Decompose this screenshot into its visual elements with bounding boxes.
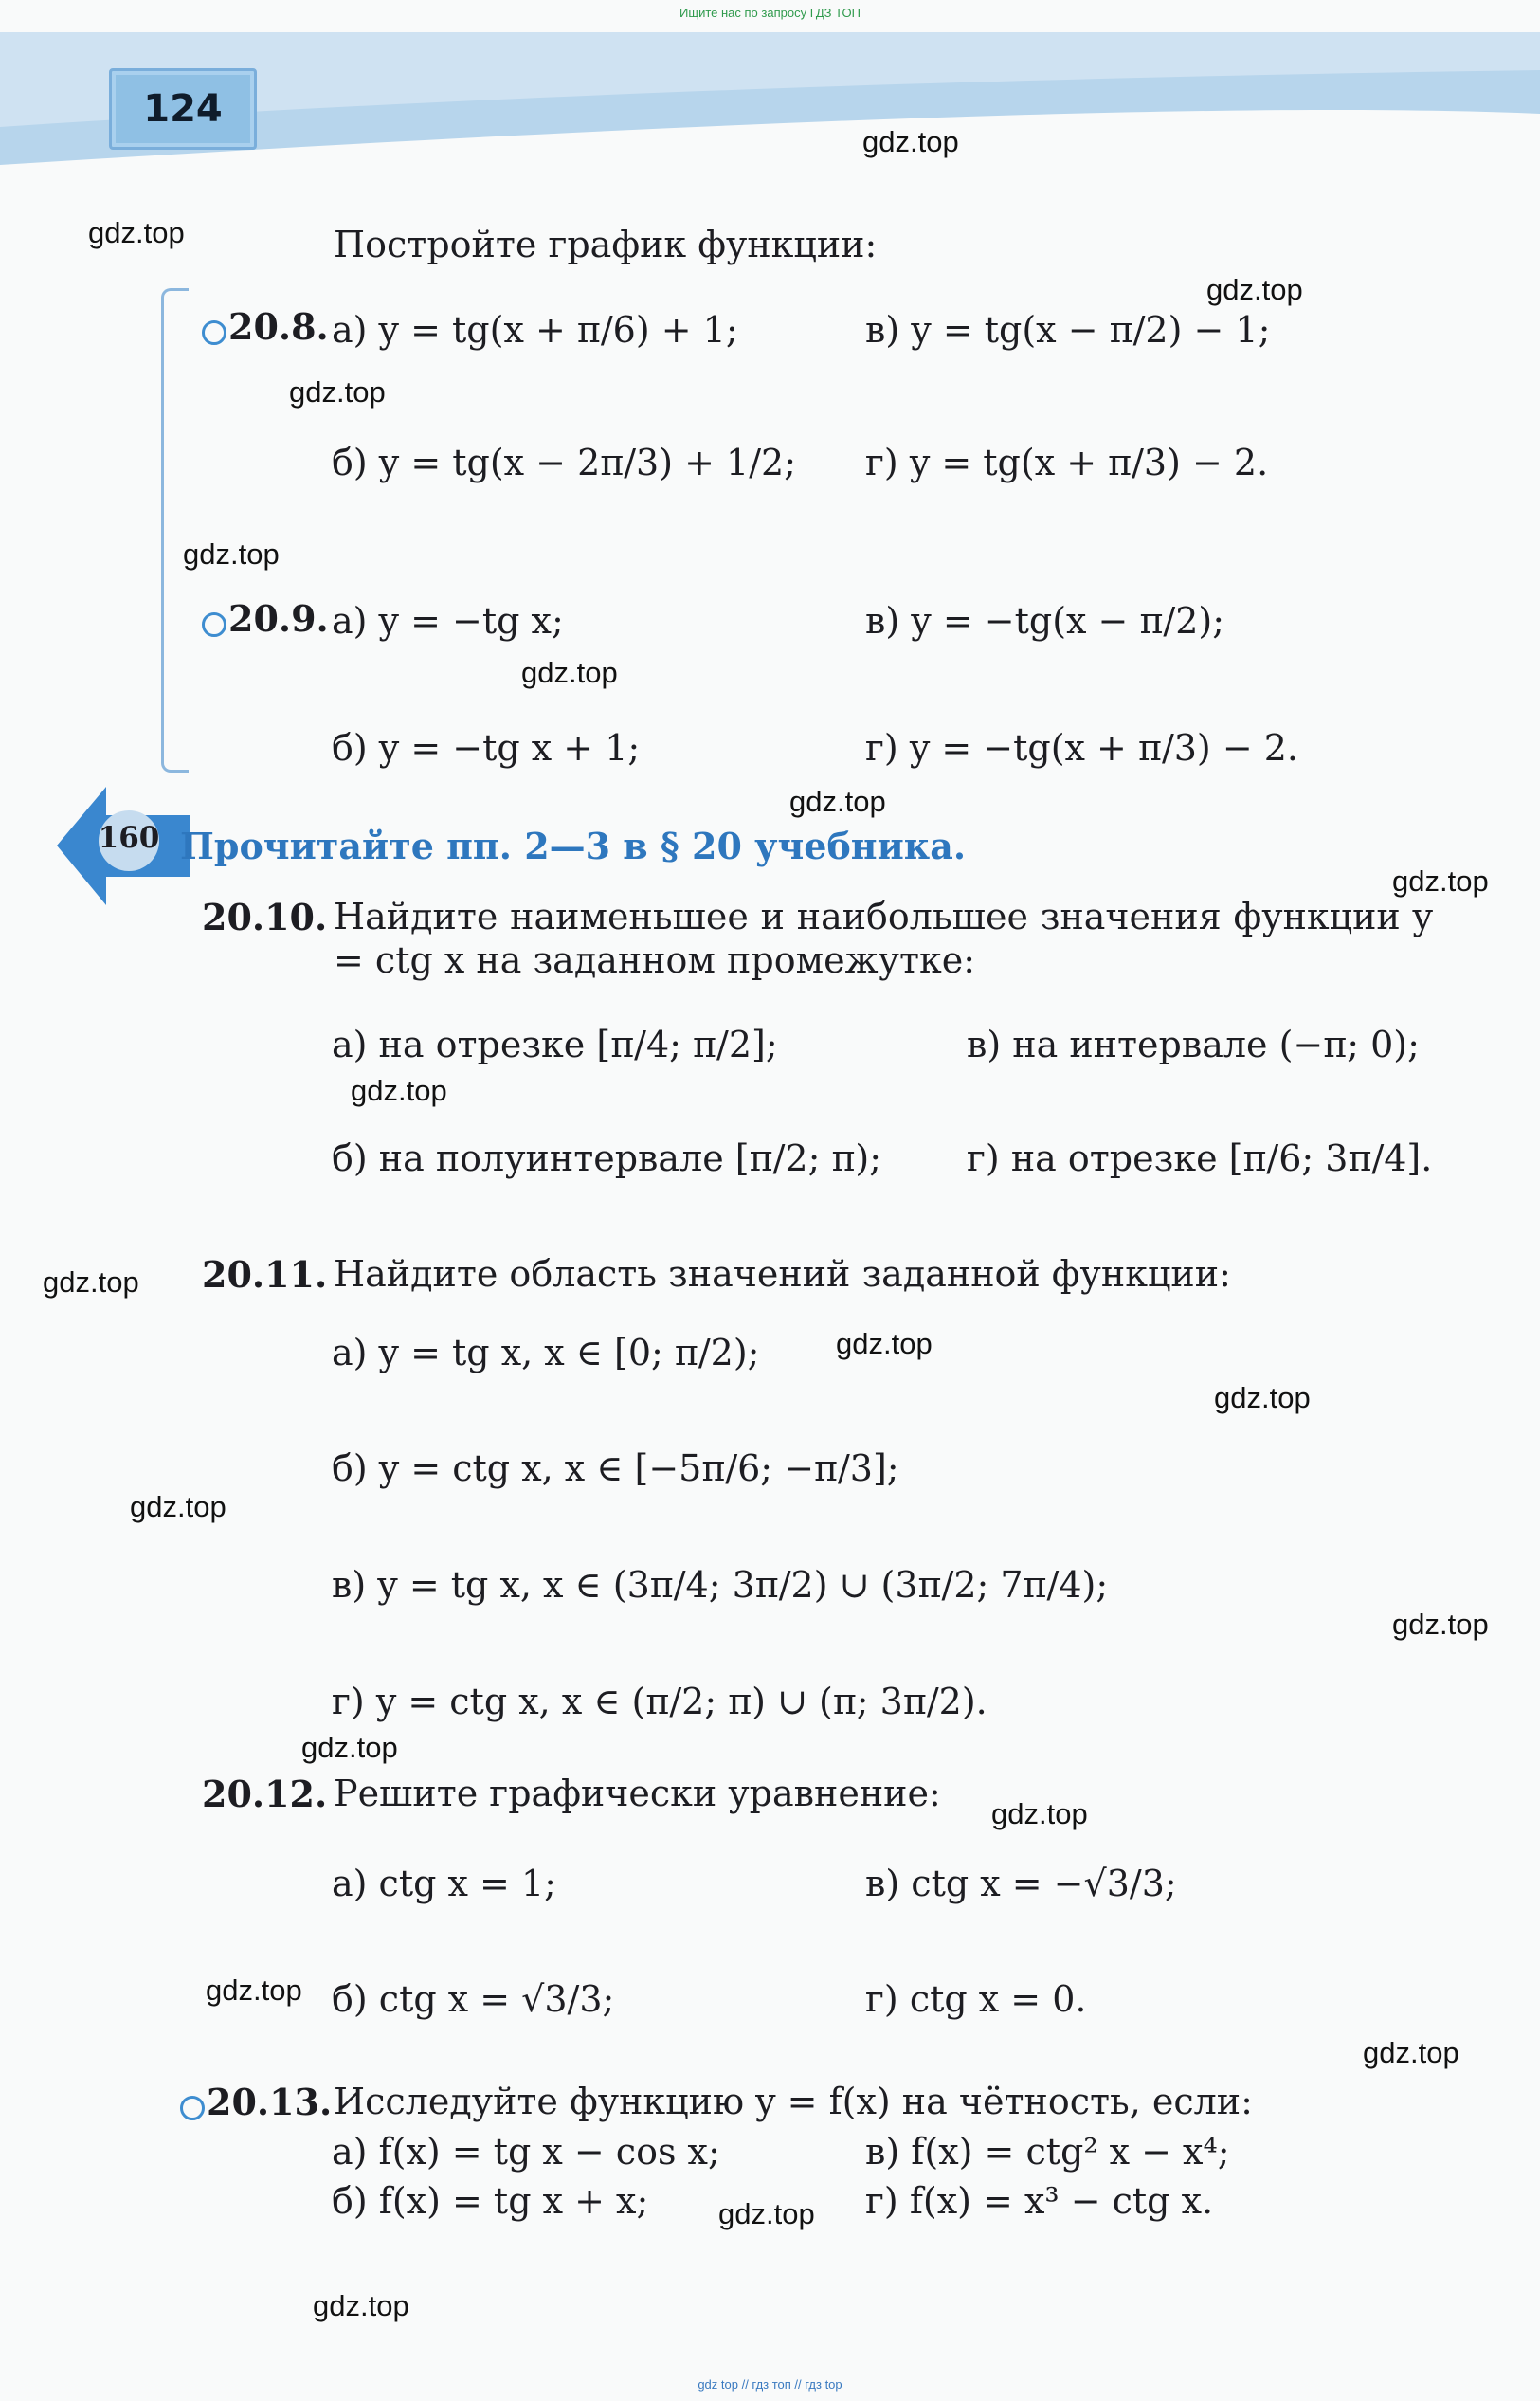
watermark: gdz.top: [351, 1074, 447, 1107]
task-20-12-number: 20.12.: [202, 1773, 328, 1815]
task-20-11-number: 20.11.: [202, 1253, 328, 1296]
watermark: gdz.top: [289, 375, 386, 409]
watermark: gdz.top: [1363, 2036, 1459, 2069]
task-intro: Постройте график функции:: [334, 224, 878, 265]
task-20-12-a: а) ctg x = 1;: [332, 1863, 556, 1904]
watermark: gdz.top: [43, 1265, 139, 1299]
task-20-9-number: 20.9.: [202, 597, 329, 640]
task-20-11-b: б) y = ctg x, x ∈ [−5π/6; −π/3];: [332, 1447, 899, 1489]
task-20-13-g: г) f(x) = x³ − ctg x.: [865, 2180, 1214, 2222]
task-20-9-v: в) y = −tg(x − π/2);: [865, 600, 1225, 642]
task-20-10-v: в) на интервале (−π; 0);: [967, 1024, 1420, 1065]
site-top-note: Ищите нас по запросу ГДЗ ТОП: [679, 6, 861, 20]
watermark: gdz.top: [1206, 273, 1303, 306]
task-20-8-b: б) y = tg(x − 2π/3) + 1/2;: [332, 442, 797, 483]
task-20-10-g: г) на отрезке [π/6; 3π/4].: [967, 1137, 1433, 1179]
task-20-8-v: в) y = tg(x − π/2) − 1;: [865, 309, 1271, 351]
watermark: gdz.top: [718, 2197, 815, 2230]
task-20-12-g: г) ctg x = 0.: [865, 1978, 1087, 2020]
page-number: 124: [109, 68, 257, 150]
task-20-8-number: 20.8.: [202, 305, 329, 348]
watermark: gdz.top: [789, 785, 886, 818]
task-20-11-g: г) y = ctg x, x ∈ (π/2; π) ∪ (π; 3π/2).: [332, 1681, 987, 1722]
task-20-10-b: б) на полуинтервале [π/2; π);: [332, 1137, 882, 1179]
watermark: gdz.top: [991, 1797, 1088, 1830]
task-20-12-v: в) ctg x = −√3/3;: [865, 1863, 1177, 1904]
watermark: gdz.top: [862, 125, 959, 158]
watermark: gdz.top: [301, 1731, 398, 1764]
read-note: Прочитайте пп. 2—3 в § 20 учебника.: [180, 825, 967, 867]
task-20-10-number: 20.10.: [202, 896, 328, 938]
task-20-13-v: в) f(x) = ctg² x − x⁴;: [865, 2131, 1230, 2173]
task-20-12-b: б) ctg x = √3/3;: [332, 1978, 615, 2020]
task-20-9-a: а) y = −tg x;: [332, 600, 564, 642]
section-badge-number: 160: [98, 821, 160, 855]
watermark: gdz.top: [313, 2289, 409, 2322]
task-20-8-a: а) y = tg(x + π/6) + 1;: [332, 309, 738, 351]
watermark: gdz.top: [1214, 1381, 1311, 1414]
task-20-8-g: г) y = tg(x + π/3) − 2.: [865, 442, 1269, 483]
task-20-10-title: Найдите наименьшее и наибольшее значения функции y = ctg x на заданном промежутке:: [334, 896, 1433, 981]
watermark: gdz.top: [130, 1490, 226, 1523]
task-20-10-a: а) на отрезке [π/4; π/2];: [332, 1024, 778, 1065]
watermark: gdz.top: [521, 656, 618, 689]
task-group-bracket: [161, 288, 189, 773]
watermark: gdz.top: [836, 1327, 933, 1360]
task-20-11-title: Найдите область значений заданной функции:: [334, 1253, 1231, 1295]
task-20-9-b: б) y = −tg x + 1;: [332, 727, 641, 769]
task-20-13-a: а) f(x) = tg x − cos x;: [332, 2131, 720, 2173]
task-20-11-v: в) y = tg x, x ∈ (3π/4; 3π/2) ∪ (3π/2; 7π/4);: [332, 1564, 1109, 1606]
watermark: gdz.top: [206, 1974, 302, 2007]
task-20-13-number: 20.13.: [180, 2081, 332, 2123]
watermark: gdz.top: [1392, 1608, 1489, 1641]
site-bottom-note: gdz top // гдз топ // гдз top: [698, 2377, 842, 2392]
task-20-13-b: б) f(x) = tg x + x;: [332, 2180, 649, 2222]
task-20-13-title: Исследуйте функцию y = f(x) на чётность, если:: [334, 2081, 1253, 2122]
watermark: gdz.top: [183, 537, 280, 571]
watermark: gdz.top: [1392, 864, 1489, 898]
task-20-12-title: Решите графически уравнение:: [334, 1773, 941, 1814]
watermark: gdz.top: [88, 216, 185, 249]
task-20-11-a: а) y = tg x, x ∈ [0; π/2);: [332, 1332, 760, 1373]
task-20-9-g: г) y = −tg(x + π/3) − 2.: [865, 727, 1299, 769]
